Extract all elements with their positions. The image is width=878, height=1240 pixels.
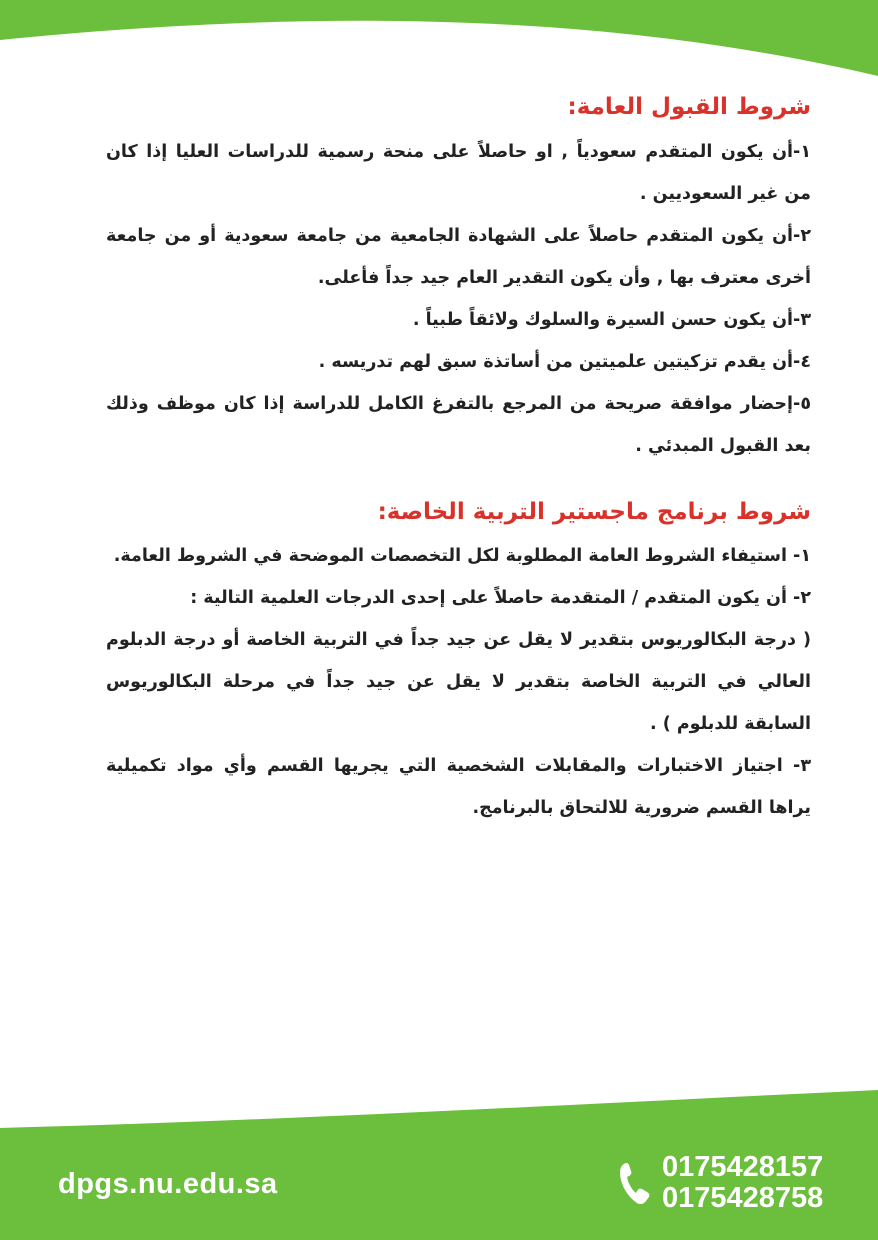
- special-condition-2: ٢- أن يكون المتقدم / المتقدمة حاصلاً على إحدى الدرجات العلمية التالية :: [190, 588, 811, 608]
- special-condition-2-degrees: ( درجة البكالوريوس بتقدير لا يقل عن جيد جداً في التربية الخاصة أو درجة الدبلوم العالي في التربية الخاصة بتقدير لا يقل عن جيد جداً في مرحلة البكالوريوس السابقة للدبلوم ) .: [106, 630, 811, 734]
- general-conditions-heading: شروط القبول العامة:: [567, 94, 811, 120]
- top-green-wave: [0, 0, 878, 80]
- special-condition-1: ١- استيفاء الشروط العامة المطلوبة لكل التخصصات الموضحة في الشروط العامة.: [113, 546, 811, 566]
- special-program-heading: شروط برنامج ماجستير التربية الخاصة:: [377, 498, 811, 525]
- phone-numbers: [662, 1152, 823, 1214]
- general-condition-4: ٤-أن يقدم تزكيتين علميتين من أساتذة سبق لهم تدريسه .: [318, 351, 811, 372]
- general-condition-1: ١-أن يكون المتقدم سعودياً , او حاصلاً على منحة رسمية للدراسات العليا إذا كان من غير السعوديين .: [106, 141, 811, 204]
- general-condition-3: ٣-أن يكون حسن السيرة والسلوك ولائقاً طبياً .: [412, 309, 811, 330]
- phone-number-1[interactable]: 0175428157: [662, 1151, 824, 1183]
- special-condition-3: ٣- اجتياز الاختبارات والمقابلات الشخصية التي يجريها القسم وأي مواد تكميلية يراها القسم ضرورية للالتحاق بالبرنامج.: [106, 756, 811, 818]
- general-condition-2: ٢-أن يكون المتقدم حاصلاً على الشهادة الجامعية من جامعة سعودية أو من جامعة أخرى معترف بها , وأن يكون التقدير العام جيد جداً فأعلى.: [106, 225, 811, 288]
- phone-number-2[interactable]: 0175428758: [662, 1182, 824, 1214]
- website-link[interactable]: dpgs.nu.edu.sa: [58, 1168, 278, 1200]
- general-condition-5: ٥-إحضار موافقة صريحة من المرجع بالتفرغ الكامل للدراسة إذا كان موظف وذلك بعد القبول المبدئي .: [106, 393, 811, 456]
- phone-handset-icon: [617, 1160, 653, 1206]
- main-content: [106, 90, 811, 829]
